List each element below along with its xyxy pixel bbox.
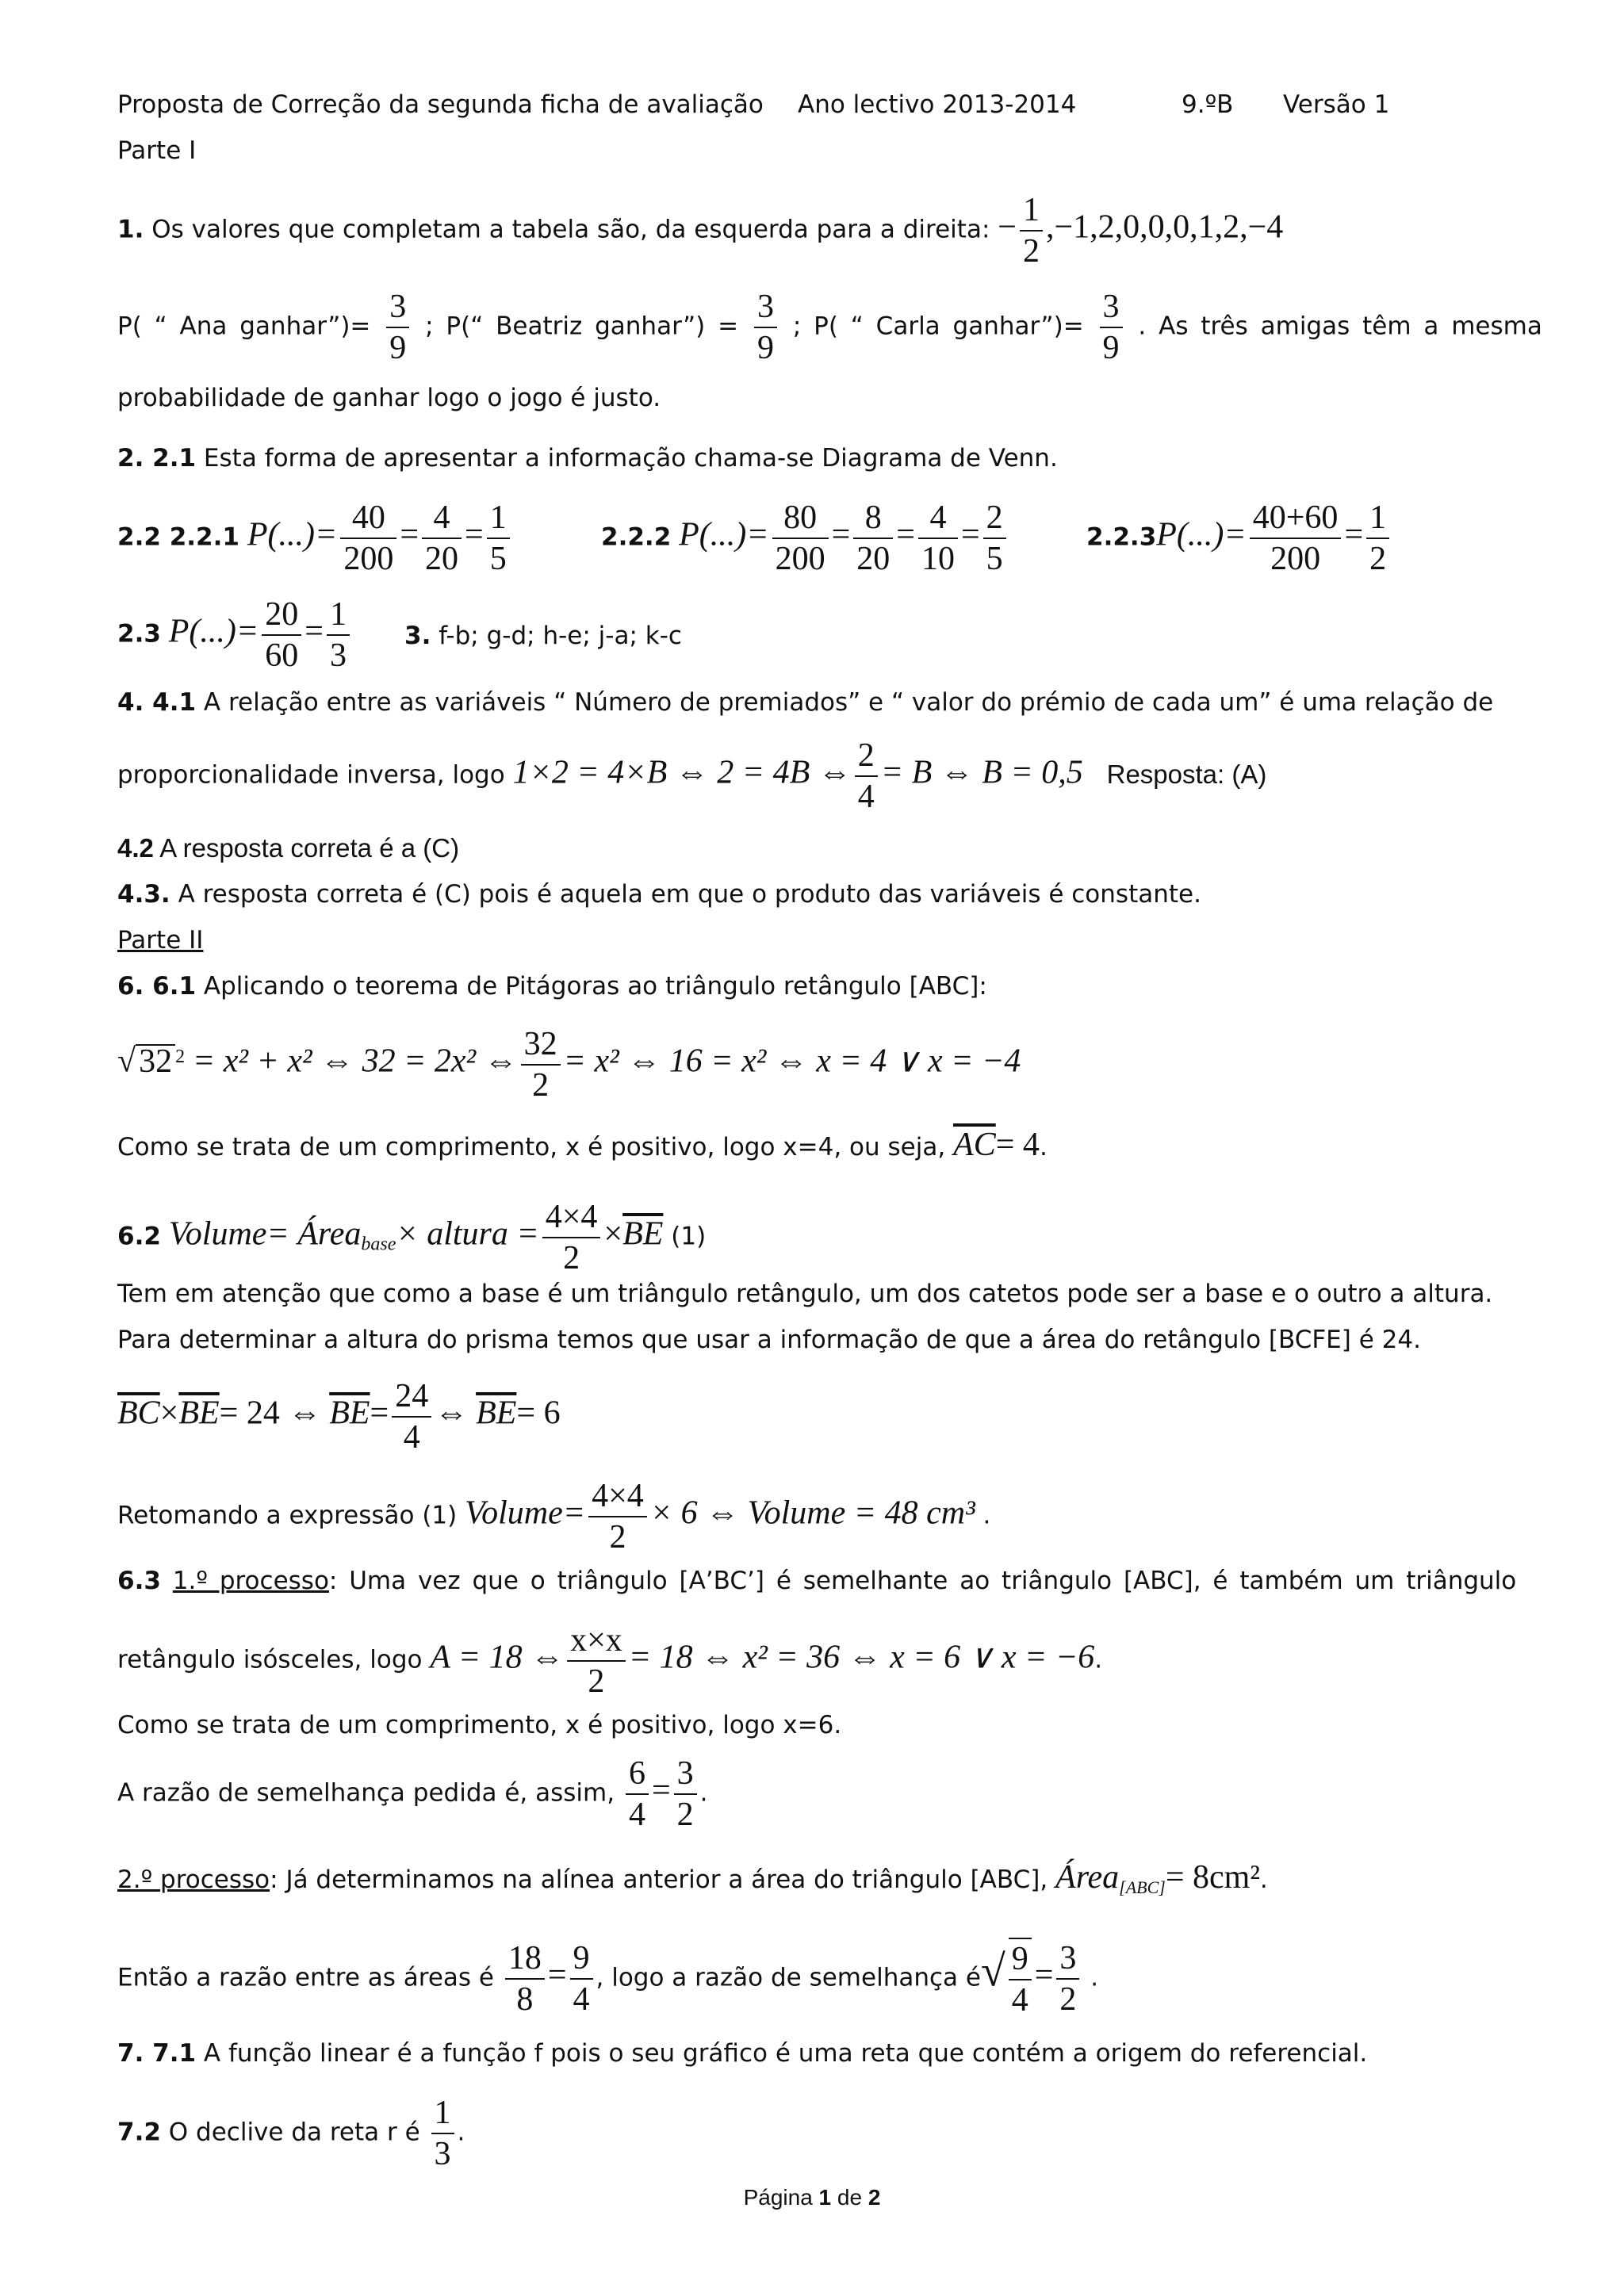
q223: 2.2.3P(...)= $\frac{40+60}{200}$ = $\frac{1}{2}$: [1086, 498, 1392, 579]
q7-2: 7.2 O declive da reta r é $\frac{1}{3}$ .: [117, 2095, 465, 2172]
prob-carla-fraction: $\frac{3}{9}$: [1100, 287, 1123, 368]
q4-2: 4.2 A resposta correta é a (C): [117, 833, 460, 863]
page-footer: Página 1 de 2: [743, 2185, 881, 2210]
q1-text: Os valores que completam a tabela são, da esquerda para a direita:: [151, 215, 990, 244]
q4-line2: proporcionalidade inversa, logo 1×2 = 4×B ⇔ 2 = 4B ⇔ $\frac{2}{4}$ = B ⇔ B = 0,5 Resposta: (A): [117, 737, 1267, 815]
q6-2-text-b: Para determinar a altura do prisma temos que usar a informação de que a área do retângulo [BCFE] é 24.: [117, 1326, 1421, 1354]
prob-beatriz-fraction: $\frac{3}{9}$: [754, 287, 777, 368]
q6-3-areas: Então a razão entre as áreas é $\frac{18}{8}$ = $\frac{9}{4}$ , logo a razão de semelhança é√ $\frac{9}{4}$ = $\frac{3}{2}$ .: [117, 1938, 1521, 2020]
prob-line2: probabilidade de ganhar logo o jogo é justo.: [117, 384, 661, 412]
q4-text1: A relação entre as variáveis “ Número de premiados” e “ valor do prémio de cada um” é uma relação de: [203, 688, 1494, 717]
q3: 3. f-b; g-d; h-e; j-a; k-c: [404, 622, 682, 650]
section-parte-2: Parte II: [117, 926, 204, 955]
q6-2: 6.2 Volume= Área$_{base}$× altura = $\frac{4\times 4}{2}$ $\times\overline{BE}$ (1): [117, 1199, 707, 1276]
q23: 2.3 P(...)= $\frac{20}{60}$ = $\frac{1}{3}$: [117, 595, 353, 675]
question-2-1: [117, 442, 1521, 474]
q7-1: 7. 7.1 A função linear é a função f pois o seu gráfico é uma reta que contém a origem do referencial.: [117, 2039, 1368, 2068]
q221: 2.2 2.2.1 P(...)= $\frac{40}{200}$ = $\frac{4}{20}$ = $\frac{1}{5}$: [117, 498, 513, 579]
document-header: [117, 89, 1521, 121]
question-1: [117, 190, 1521, 271]
prob-after: . As três amigas têm a mesma: [1138, 312, 1542, 341]
prob-carla: ; P( “ Carla ganhar”)=: [792, 312, 1084, 341]
header-year: Ano lectivo 2013-2014: [798, 90, 1077, 119]
q6-2-text-a: Tem em atenção que como a base é um triângulo retângulo, um dos catetos pode ser a base e o outro a altura.: [117, 1280, 1493, 1308]
q6-1-conclusion: Como se trata de um comprimento, x é positivo, logo x=4, ou seja, $\overline{AC}= 4$.: [117, 1127, 1048, 1163]
q6-3: 6.3 1.º processo: Uma vez que o triângulo [A’BC’] é semelhante ao triângulo [ABC], é também um triângulo: [117, 1567, 1517, 1595]
q1-neg: −: [998, 209, 1017, 246]
q1-values: ,−1,2,0,0,0,1,2,−4: [1045, 209, 1284, 246]
q222: 2.2.2 P(...)= $\frac{80}{200}$ = $\frac{8}{20}$ = $\frac{4}{10}$ = $\frac{2}{5}$: [601, 498, 1009, 579]
q6-2-math: $\overline{BC}\times\overline{BE}= 24$ ⇔ $\overline{BE}=$ $\frac{24}{4}$ ⇔ $\overline{BE}= 6$: [117, 1378, 561, 1456]
q1-fraction: $\frac{1}{2}$: [1020, 190, 1043, 271]
prob-beatriz: ; P(“ Beatriz ganhar”) =: [425, 312, 739, 341]
header-version: Versão 1: [1283, 90, 1390, 119]
q6-2-volume: Retomando a expressão (1) Volume= $\frac{4\times 4}{2}$ × 6 ⇔ Volume = 48 cm³ .: [117, 1478, 991, 1556]
q6-3-ratio: A razão de semelhança pedida é, assim, $\frac{6}{4}$ = $\frac{3}{2}$ .: [117, 1755, 708, 1833]
question-4-1: [117, 687, 1521, 718]
q2-text: Esta forma de apresentar a informação chama-se Diagrama de Venn.: [203, 444, 1058, 473]
prob-ana: P( “ Ana ganhar”)=: [117, 312, 371, 341]
q4-answer: Resposta: (A): [1106, 759, 1267, 789]
probabilities-line: [117, 287, 1542, 368]
q6-3-conclusion: Como se trata de um comprimento, x é positivo, logo x=6.: [117, 1711, 842, 1739]
q6-3-process2: 2.º processo: Já determinamos na alínea anterior a área do triângulo [ABC], Área$_{[ABC]}$= 8cm².: [117, 1859, 1268, 1898]
q6-1: 6. 6.1 Aplicando o teorema de Pitágoras ao triângulo retângulo [ABC]:: [117, 972, 987, 1001]
q2-number: 2. 2.1: [117, 444, 197, 473]
header-class: 9.ºB: [1182, 90, 1234, 119]
header-title: Proposta de Correção da segunda ficha de avaliação: [117, 90, 764, 119]
q4-number: 4. 4.1: [117, 688, 197, 717]
q4-3: 4.3. A resposta correta é (C) pois é aquela em que o produto das variáveis é constante.: [117, 880, 1201, 909]
section-parte-1: Parte I: [117, 136, 197, 165]
q6-3-line2: retângulo isósceles, logo A = 18 ⇔ $\frac{x\times x}{2}$ = 18 ⇔ x² = 36 ⇔ x = 6 ∨ x = −6.: [117, 1622, 1103, 1700]
prob-ana-fraction: $\frac{3}{9}$: [386, 287, 409, 368]
q6-1-math: √32 $^2$ = x² + x² ⇔ 32 = 2x² ⇔ $\frac{32}{2}$ = x² ⇔ 16 = x² ⇔ x = 4 ∨ x = −4: [117, 1026, 1021, 1104]
q1-number: 1.: [117, 215, 144, 244]
